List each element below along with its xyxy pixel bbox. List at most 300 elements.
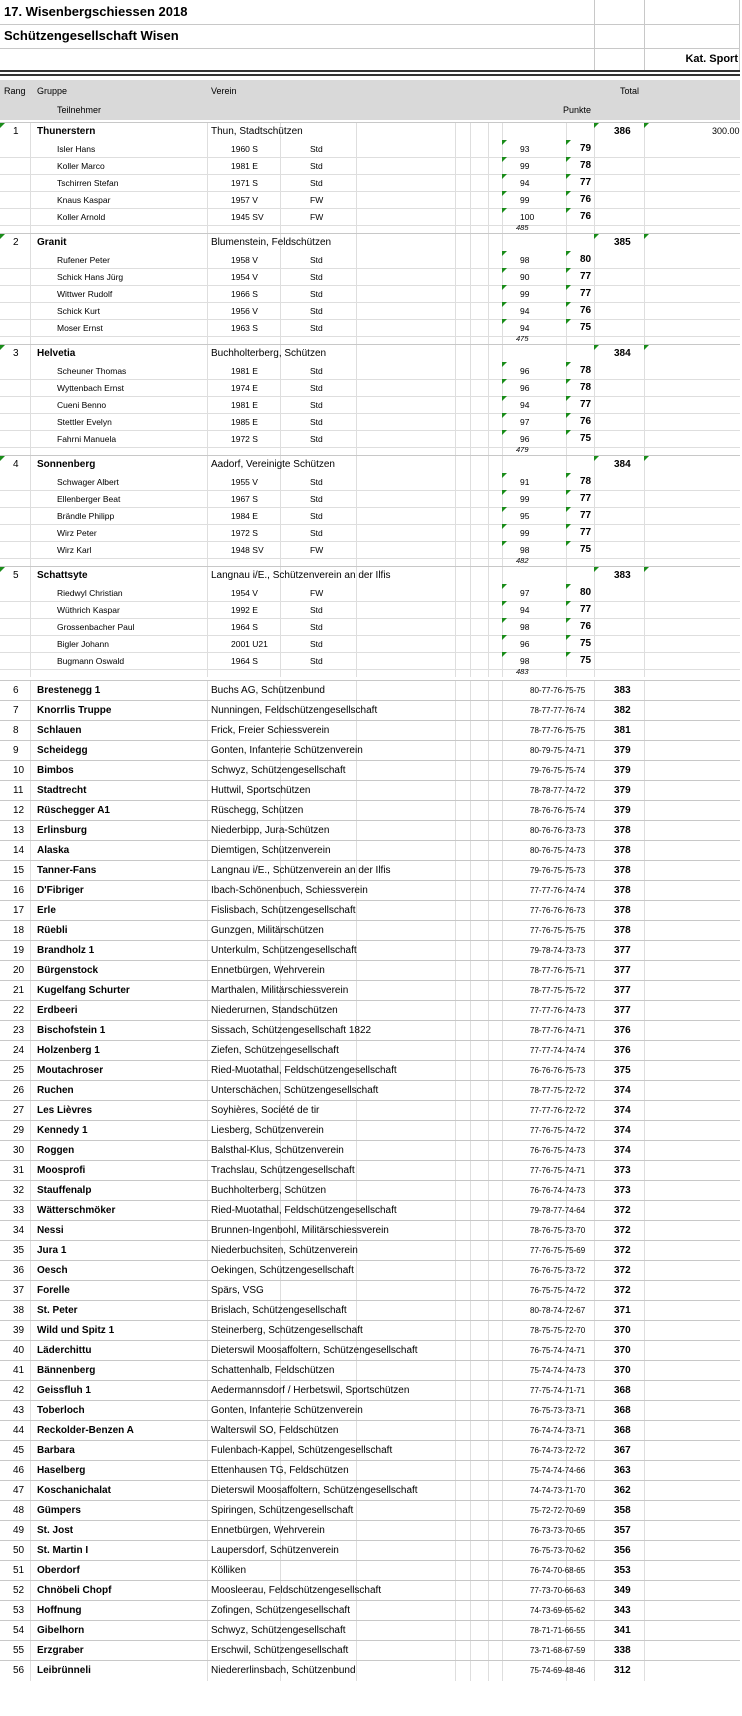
member-row [0,362,740,380]
cell-gridline [594,1361,595,1381]
ranking-group-name: Kugelfang Schurter [37,985,130,996]
cell-gridline [594,1481,595,1501]
cell-gridline [594,1281,595,1301]
ranking-row [0,980,740,1001]
cell-gridline [280,1281,281,1301]
category-label: Kat. Sport [685,53,738,65]
cell-gridline [594,490,595,507]
member-year-class: 1985 E [231,417,258,427]
member-year-class: 1981 E [231,161,258,171]
ranking-series: 77-76-75-75-75 [530,926,586,935]
cell-gridline [488,1481,489,1501]
ranking-verein: Buchholterberg, Schützen [211,1185,327,1196]
member-year-class: 1954 V [231,588,258,598]
member-category: FW [310,212,324,222]
cell-gridline [488,841,489,861]
ranking-rank: 30 [13,1145,25,1156]
ranking-row [0,800,740,821]
ranking-total: 381 [614,725,631,736]
cell-gridline [470,1461,471,1481]
cell-gridline [488,430,489,447]
ranking-series: 78-77-76-75-75 [530,726,586,735]
cell-gridline [644,821,645,841]
cell-gridline [30,1521,31,1541]
member-category: Std [310,178,323,188]
cell-gridline [30,1501,31,1521]
cell-gridline [566,345,567,362]
cell-gridline [356,140,357,157]
cell-gridline [644,618,645,635]
cell-gridline [455,1301,456,1321]
ranking-row [0,960,740,981]
cell-gridline [30,1261,31,1281]
cell-gridline [488,302,489,319]
comment-marker-icon [566,191,571,196]
cell-gridline [488,1421,489,1441]
cell-gridline [280,379,281,396]
cell-gridline [644,1661,645,1681]
cell-gridline [30,1021,31,1041]
cell-gridline [502,1361,503,1381]
cell-gridline [470,345,471,362]
cell-gridline [644,1021,645,1041]
cell-gridline [207,413,208,430]
cell-gridline [470,1161,471,1181]
cell-gridline [644,1221,645,1241]
cell-gridline [488,507,489,524]
cell-gridline [594,1461,595,1481]
member-row [0,208,740,226]
cell-gridline [644,1061,645,1081]
comment-marker-icon [502,490,507,495]
cell-gridline [207,921,208,941]
cell-gridline [594,1621,595,1641]
member-points: 75 [580,655,592,666]
ranking-series: 78-77-77-76-74 [530,706,586,715]
cell-gridline [207,1241,208,1261]
ranking-group-name: Oberdorf [37,1565,80,1576]
member-pass-score: 94 [520,323,530,333]
cell-gridline [594,1021,595,1041]
cell-gridline [594,1521,595,1541]
ranking-total: 373 [614,1165,631,1176]
ranking-rank: 42 [13,1385,25,1396]
member-points: 78 [580,160,592,171]
group-sum-row [0,447,740,455]
member-pass-score: 98 [520,622,530,632]
cell-gridline [30,601,31,618]
ranking-series: 78-77-75-72-72 [530,1086,586,1095]
comment-marker-icon [566,319,571,324]
ranking-verein: Frick, Freier Schiessverein [211,725,330,736]
cell-gridline [207,225,208,233]
cell-gridline [356,251,357,268]
ranking-group-name: Barbara [37,1445,75,1456]
ranking-row [0,1540,740,1561]
cell-gridline [644,601,645,618]
cell-gridline [488,781,489,801]
cell-gridline [488,524,489,541]
cell-gridline [488,1081,489,1101]
cell-gridline [207,681,208,701]
cell-gridline [470,268,471,285]
cell-gridline [470,761,471,781]
cell-gridline [30,801,31,821]
cell-gridline [30,681,31,701]
cell-gridline [455,490,456,507]
cell-gridline [594,701,595,721]
ranking-verein: Balsthal-Klus, Schützenverein [211,1145,344,1156]
cell-gridline [594,362,595,379]
comment-marker-icon [566,140,571,145]
cell-gridline [356,1421,357,1441]
group-verein: Thun, Stadtschützen [211,126,303,137]
ranking-group-name: Wild und Spitz 1 [37,1325,115,1336]
cell-gridline [207,507,208,524]
member-row [0,379,740,397]
cell-gridline [470,225,471,233]
cell-gridline [207,1381,208,1401]
cell-gridline [644,1401,645,1421]
cell-gridline [594,1141,595,1161]
cell-gridline [30,1081,31,1101]
member-row [0,490,740,508]
ranking-total: 372 [614,1285,631,1296]
member-points: 75 [580,638,592,649]
ranking-total: 338 [614,1645,631,1656]
cell-gridline [594,1301,595,1321]
ranking-group-name: Roggen [37,1145,75,1156]
cell-gridline [470,901,471,921]
cell-gridline [470,1521,471,1541]
cell-gridline [356,1521,357,1541]
member-category: Std [310,605,323,615]
ranking-series: 78-77-76-75-71 [530,966,586,975]
cell-gridline [644,140,645,157]
member-year-class: 1992 E [231,605,258,615]
comment-marker-icon [566,157,571,162]
cell-gridline [455,558,456,566]
cell-gridline [455,285,456,302]
cell-gridline [207,1181,208,1201]
cell-gridline [30,821,31,841]
member-points: 77 [580,510,592,521]
cell-gridline [470,584,471,601]
member-year-class: 1972 S [231,434,258,444]
ranking-rank: 48 [13,1505,25,1516]
cell-gridline [594,302,595,319]
cell-gridline [594,1541,595,1561]
member-year-class: 1964 S [231,622,258,632]
comment-marker-icon [566,490,571,495]
ranking-verein: Aedermannsdorf / Herbetswil, Sportschützen [211,1385,410,1396]
ranking-row [0,1480,740,1501]
cell-gridline [207,781,208,801]
header-divider [0,74,740,76]
cell-gridline [488,140,489,157]
cell-gridline [470,781,471,801]
ranking-series: 74-74-73-71-70 [530,1486,586,1495]
ranking-total: 358 [614,1505,631,1516]
cell-gridline [594,1241,595,1261]
cell-gridline [470,1141,471,1161]
cell-gridline [30,1121,31,1141]
member-category: Std [310,161,323,171]
cell-gridline [566,336,567,344]
cell-gridline [207,541,208,558]
cell-gridline [280,251,281,268]
ranking-rank: 25 [13,1065,25,1076]
ranking-row [0,1620,740,1641]
member-points: 75 [580,544,592,555]
ranking-verein: Niederurnen, Standschützen [211,1005,338,1016]
cell-gridline [644,781,645,801]
cell-gridline [356,821,357,841]
cell-gridline [594,1561,595,1581]
cell-gridline [502,741,503,761]
cell-gridline [30,1641,31,1661]
cell-gridline [356,413,357,430]
ranking-total: 363 [614,1465,631,1476]
ranking-group-name: Wätterschmöker [37,1205,116,1216]
cell-gridline [594,1581,595,1601]
cell-gridline [594,447,595,455]
cell-gridline [455,1381,456,1401]
cell-gridline [594,601,595,618]
member-category: Std [310,494,323,504]
cell-gridline [30,174,31,191]
ranking-group-name: Reckolder-Benzen A [37,1425,134,1436]
cell-gridline [488,1661,489,1681]
comment-marker-icon [502,208,507,213]
member-year-class: 1945 SV [231,212,264,222]
group-verein: Aadorf, Vereinigte Schützen [211,459,335,470]
cell-gridline [470,1561,471,1581]
member-points: 78 [580,382,592,393]
cell-gridline [455,1421,456,1441]
ranking-total: 383 [614,685,631,696]
cell-gridline [455,601,456,618]
cell-gridline [30,761,31,781]
cell-gridline [30,652,31,669]
cell-gridline [207,1261,208,1281]
member-row [0,430,740,448]
cell-gridline [356,1041,357,1061]
cell-gridline [280,1561,281,1581]
cell-gridline [455,174,456,191]
member-row [0,618,740,636]
cell-gridline [30,1621,31,1641]
cell-gridline [502,701,503,721]
cell-gridline [280,541,281,558]
cell-gridline [30,157,31,174]
ranking-row [0,1080,740,1101]
cell-gridline [502,1261,503,1281]
cell-gridline [470,1001,471,1021]
cell-gridline [470,921,471,941]
ranking-group-name: Leibrünneli [37,1665,91,1676]
cell-gridline [502,1301,503,1321]
cell-gridline [455,507,456,524]
cell-gridline [207,1001,208,1021]
cell-gridline [566,234,567,251]
cell-gridline [207,941,208,961]
cell-gridline [207,379,208,396]
member-year-class: 1963 S [231,323,258,333]
cell-gridline [30,1401,31,1421]
ranking-verein: Steinerberg, Schützengesellschaft [211,1325,363,1336]
ranking-group-name: St. Martin I [37,1545,89,1556]
cell-gridline [455,362,456,379]
cell-gridline [356,1621,357,1641]
comment-marker-icon [502,319,507,324]
member-category: Std [310,306,323,316]
comment-marker-icon [566,208,571,213]
member-name: Wittwer Rudolf [57,289,113,299]
ranking-row [0,1060,740,1081]
ranking-total: 370 [614,1365,631,1376]
cell-gridline [488,1041,489,1061]
cell-gridline [488,319,489,336]
ranking-row [0,1440,740,1461]
cell-gridline [455,1061,456,1081]
cell-gridline [207,981,208,1001]
cell-gridline [470,1541,471,1561]
member-name: Fahrni Manuela [57,434,117,444]
cell-gridline [502,721,503,741]
cell-gridline [30,507,31,524]
member-category: Std [310,417,323,427]
cell-gridline [488,1001,489,1021]
member-category: Std [310,528,323,538]
member-row [0,584,740,602]
ranking-verein: Huttwil, Sportschützen [211,785,311,796]
ranking-total: 372 [614,1245,631,1256]
cell-gridline [356,473,357,490]
cell-gridline [488,123,489,140]
cell-gridline [207,721,208,741]
ranking-total: 377 [614,1005,631,1016]
ranking-row [0,1020,740,1041]
cell-gridline [356,490,357,507]
cell-gridline [594,584,595,601]
cell-gridline [30,123,31,140]
cell-gridline [644,1141,645,1161]
member-points: 79 [580,143,592,154]
ranking-row [0,1420,740,1441]
cell-gridline [280,618,281,635]
cell-gridline [30,234,31,251]
ranking-verein: Nunningen, Feldschützengesellschaft [211,705,378,716]
member-pass-score: 94 [520,400,530,410]
comment-marker-icon [566,251,571,256]
cell-gridline [502,1001,503,1021]
ranking-row [0,1300,740,1321]
group-sum-row [0,669,740,677]
group-row [0,566,740,584]
ranking-total: 372 [614,1225,631,1236]
cell-gridline [488,1301,489,1321]
cell-gridline [594,1181,595,1201]
cell-gridline [455,413,456,430]
cell-gridline [470,821,471,841]
ranking-verein: Oekingen, Schützengesellschaft [211,1265,354,1276]
cell-gridline [594,841,595,861]
cell-gridline [207,1461,208,1481]
group-verein: Blumenstein, Feldschützen [211,237,332,248]
cell-gridline [470,558,471,566]
cell-gridline [644,1341,645,1361]
cell-gridline [455,1321,456,1341]
cell-gridline [644,1381,645,1401]
ranking-rank: 16 [13,885,25,896]
cell-gridline [470,721,471,741]
cell-gridline [356,1461,357,1481]
ranking-total: 368 [614,1385,631,1396]
cell-gridline [566,456,567,473]
cell-gridline [207,669,208,677]
cell-gridline [502,1341,503,1361]
cell-gridline [280,635,281,652]
cell-gridline [207,1221,208,1241]
ranking-rank: 9 [13,745,19,756]
cell-gridline [455,191,456,208]
member-category: FW [310,545,324,555]
member-pass-score: 99 [520,195,530,205]
cell-gridline [356,285,357,302]
cell-gridline [644,251,645,268]
cell-gridline [644,302,645,319]
ranking-group-name: Erdbeeri [37,1005,78,1016]
member-row [0,601,740,619]
member-pass-score: 96 [520,434,530,444]
ranking-rank: 52 [13,1585,25,1596]
cell-gridline [470,1641,471,1661]
cell-gridline [594,1001,595,1021]
cell-gridline [207,961,208,981]
cell-gridline [502,447,503,455]
cell-gridline [207,1361,208,1381]
ranking-verein: Brislach, Schützengesellschaft [211,1305,347,1316]
cell-gridline [594,681,595,701]
cell-gridline [644,285,645,302]
cell-gridline [455,1441,456,1461]
ranking-rank: 36 [13,1265,25,1276]
cell-gridline [30,268,31,285]
cell-gridline [30,1221,31,1241]
cell-gridline [644,268,645,285]
member-pass-score: 99 [520,494,530,504]
cell-gridline [280,225,281,233]
ranking-series: 76-76-75-73-72 [530,1266,586,1275]
cell-gridline [207,430,208,447]
ranking-row [0,1280,740,1301]
member-year-class: 1954 V [231,272,258,282]
ranking-series: 75-74-74-74-66 [530,1466,586,1475]
cell-gridline [488,1561,489,1581]
member-pass-score: 99 [520,289,530,299]
group-sum-row [0,558,740,566]
member-category: Std [310,622,323,632]
member-pass-score: 94 [520,306,530,316]
cell-gridline [644,541,645,558]
cell-gridline [30,1241,31,1261]
cell-gridline [455,681,456,701]
cell-gridline [502,1481,503,1501]
cell-gridline [356,921,357,941]
ranking-verein: Langnau i/E., Schützenverein an der Ilfis [211,865,391,876]
cell-gridline [356,652,357,669]
